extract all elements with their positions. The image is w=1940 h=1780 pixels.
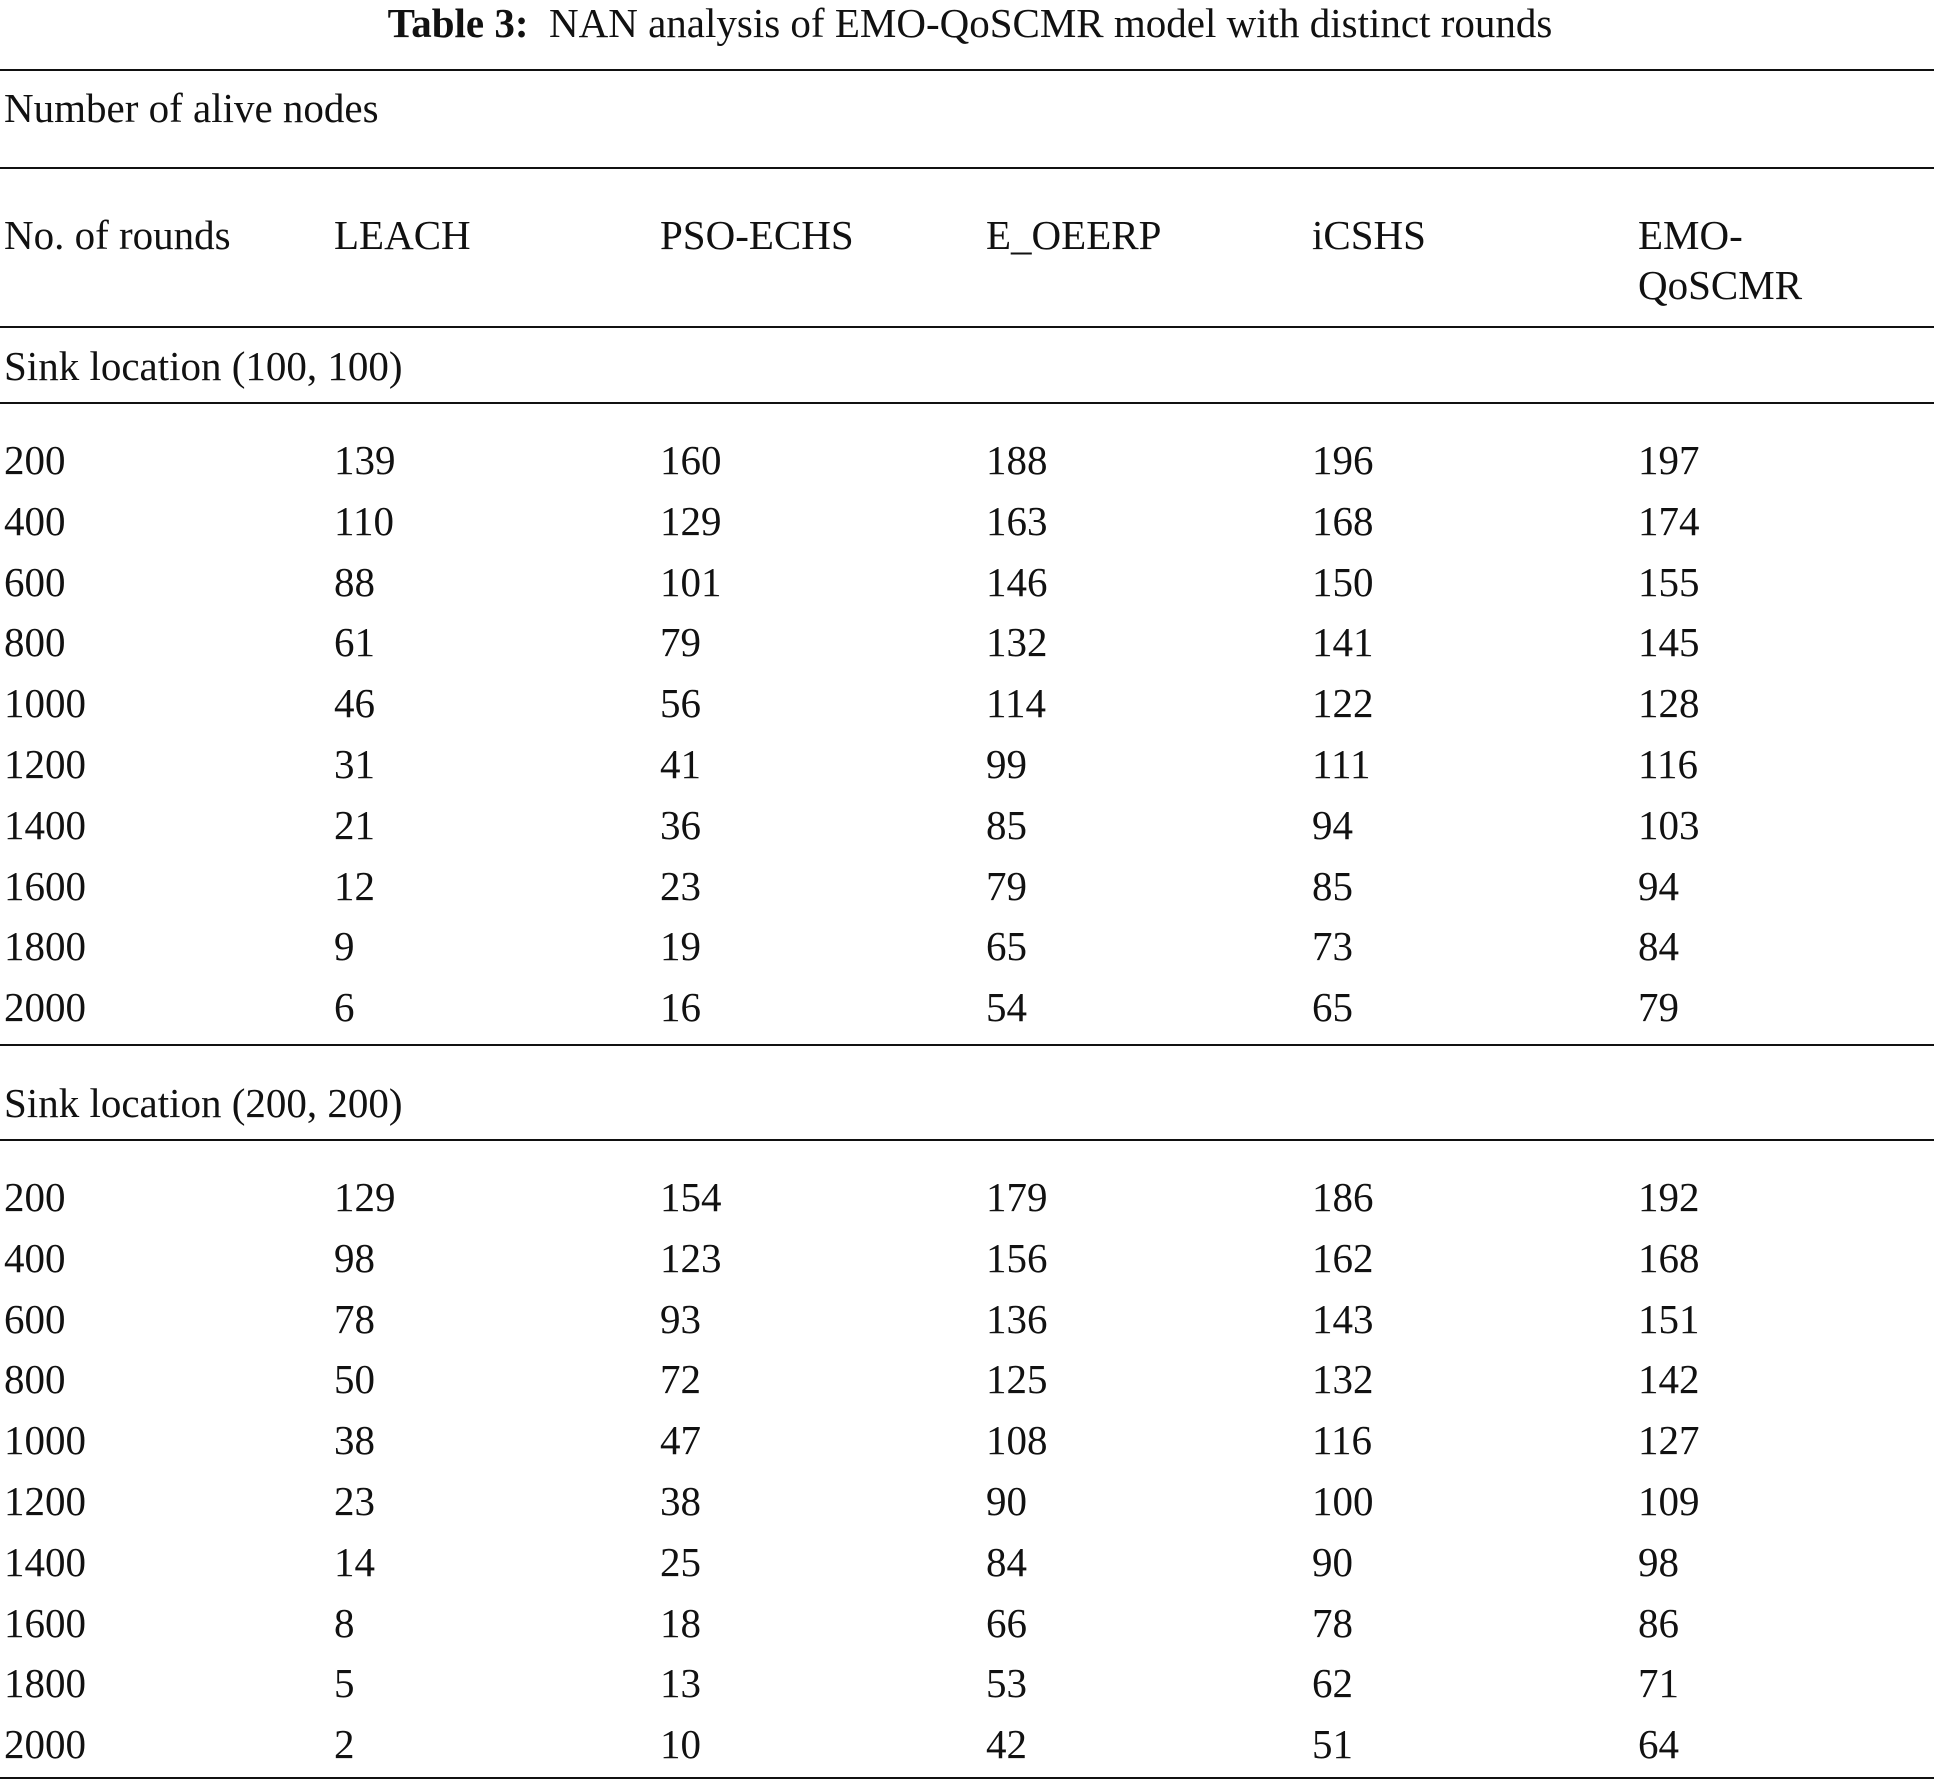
section-rule	[0, 402, 1934, 404]
column-header: PSO-ECHS	[660, 212, 854, 258]
table-cell: 141	[1312, 619, 1374, 666]
table-cell: 100	[1312, 1478, 1374, 1524]
table-cell: 64	[1638, 1721, 1679, 1768]
table-cell: 65	[986, 923, 1027, 970]
table-cell: 1400	[4, 801, 86, 848]
table-cell: 156	[986, 1234, 1048, 1281]
table-cell: 400	[4, 497, 66, 544]
table-cell: 125	[986, 1356, 1048, 1403]
table-cell: 122	[1312, 680, 1374, 727]
table-cell: 600	[4, 558, 66, 605]
table-cell: 16	[660, 984, 701, 1031]
table-cell: 192	[1638, 1174, 1700, 1220]
table-cell: 51	[1312, 1721, 1353, 1768]
table-cell: 42	[986, 1721, 1027, 1768]
table-cell: 31	[334, 741, 375, 787]
table-cell: 47	[660, 1417, 701, 1464]
table-cell: 72	[660, 1356, 701, 1403]
table-cell: 79	[660, 619, 701, 666]
table-cell: 800	[4, 619, 66, 666]
table-cell: 116	[1312, 1417, 1372, 1464]
table-cell: 84	[986, 1538, 1027, 1585]
table-cell: 21	[334, 801, 375, 848]
table-cell: 174	[1638, 497, 1700, 544]
table-cell: 56	[660, 680, 701, 727]
table-cell: 78	[1312, 1599, 1353, 1646]
table-cell: 139	[334, 437, 396, 483]
table-cell: 151	[1638, 1295, 1700, 1342]
table-cell: 99	[986, 741, 1027, 787]
table-cell: 23	[334, 1478, 375, 1524]
table-cell: 2	[334, 1721, 355, 1768]
table-cell: 6	[334, 984, 355, 1031]
table-cell: 1000	[4, 680, 86, 727]
section-divider-rule	[0, 1044, 1934, 1046]
table-cell: 79	[986, 862, 1027, 909]
table-cell: 88	[334, 558, 375, 605]
table-cell: 90	[986, 1478, 1027, 1524]
table-cell: 162	[1312, 1234, 1374, 1281]
table-cell: 61	[334, 619, 375, 666]
table-cell: 85	[1312, 862, 1353, 909]
table-cell: 400	[4, 1234, 66, 1281]
section-label: Sink location (200, 200)	[4, 1080, 403, 1126]
table-cell: 109	[1638, 1478, 1700, 1524]
table-cell: 62	[1312, 1660, 1353, 1707]
table-cell: 66	[986, 1599, 1027, 1646]
table-cell: 188	[986, 437, 1048, 483]
table-cell: 1200	[4, 1478, 86, 1524]
table-cell: 600	[4, 1295, 66, 1342]
table-cell: 84	[1638, 923, 1679, 970]
table-cell: 116	[1638, 741, 1698, 787]
column-header: iCSHS	[1312, 212, 1426, 258]
table-cell: 23	[660, 862, 701, 909]
table-cell: 1200	[4, 741, 86, 787]
table-cell: 14	[334, 1538, 375, 1585]
table-cell: 186	[1312, 1174, 1374, 1220]
table-cell: 110	[334, 497, 394, 544]
table-cell: 94	[1312, 801, 1353, 848]
caption-label: Table 3:	[387, 0, 529, 46]
bottom-rule	[0, 1777, 1934, 1779]
table-cell: 168	[1638, 1234, 1700, 1281]
table-cell: 111	[1312, 741, 1371, 787]
table-cell: 50	[334, 1356, 375, 1403]
table-cell: 142	[1638, 1356, 1700, 1403]
table-cell: 132	[1312, 1356, 1374, 1403]
table-cell: 98	[334, 1234, 375, 1281]
table-cell: 54	[986, 984, 1027, 1031]
table-cell: 2000	[4, 984, 86, 1031]
column-header: EMO- QoSCMR	[1638, 212, 1803, 308]
table-cell: 200	[4, 437, 66, 483]
table-cell: 86	[1638, 1599, 1679, 1646]
table-cell: 25	[660, 1538, 701, 1585]
table-cell: 145	[1638, 619, 1700, 666]
header-top-rule	[0, 167, 1934, 169]
table-cell: 196	[1312, 437, 1374, 483]
table-cell: 179	[986, 1174, 1048, 1220]
table-cell: 46	[334, 680, 375, 727]
table-cell: 36	[660, 801, 701, 848]
table-cell: 5	[334, 1660, 355, 1707]
table-cell: 160	[660, 437, 722, 483]
header-bottom-rule	[0, 326, 1934, 328]
table-cell: 18	[660, 1599, 701, 1646]
table-cell: 150	[1312, 558, 1374, 605]
table-cell: 13	[660, 1660, 701, 1707]
table-cell: 143	[1312, 1295, 1374, 1342]
table-cell: 90	[1312, 1538, 1353, 1585]
table-cell: 128	[1638, 680, 1700, 727]
table-cell: 129	[334, 1174, 396, 1220]
table-cell: 127	[1638, 1417, 1700, 1464]
table-cell: 8	[334, 1599, 355, 1646]
column-header: LEACH	[334, 212, 471, 258]
table-cell: 197	[1638, 437, 1700, 483]
table-cell: 85	[986, 801, 1027, 848]
table-cell: 78	[334, 1295, 375, 1342]
table-cell: 65	[1312, 984, 1353, 1031]
top-rule	[0, 69, 1934, 71]
section-rule	[0, 1139, 1934, 1141]
table-cell: 103	[1638, 801, 1700, 848]
table-cell: 94	[1638, 862, 1679, 909]
table-cell: 800	[4, 1356, 66, 1403]
table-cell: 101	[660, 558, 722, 605]
table-cell: 1800	[4, 923, 86, 970]
table-cell: 1000	[4, 1417, 86, 1464]
table-cell: 71	[1638, 1660, 1679, 1707]
table-cell: 1600	[4, 862, 86, 909]
table-cell: 129	[660, 497, 722, 544]
table-cell: 114	[986, 680, 1046, 727]
table-cell: 10	[660, 1721, 701, 1768]
super-header: Number of alive nodes	[4, 85, 379, 131]
table-cell: 1800	[4, 1660, 86, 1707]
table-cell: 38	[334, 1417, 375, 1464]
table-cell: 200	[4, 1174, 66, 1220]
table-cell: 154	[660, 1174, 722, 1220]
table-cell: 41	[660, 741, 701, 787]
table-cell: 2000	[4, 1721, 86, 1768]
table-cell: 98	[1638, 1538, 1679, 1585]
table-cell: 53	[986, 1660, 1027, 1707]
table-cell: 168	[1312, 497, 1374, 544]
table-cell: 9	[334, 923, 355, 970]
table-cell: 123	[660, 1234, 722, 1281]
table-cell: 93	[660, 1295, 701, 1342]
table-cell: 163	[986, 497, 1048, 544]
column-header: E_OEERP	[986, 212, 1162, 258]
table-cell: 136	[986, 1295, 1048, 1342]
table-cell: 19	[660, 923, 701, 970]
table-cell: 38	[660, 1478, 701, 1524]
table-cell: 1600	[4, 1599, 86, 1646]
table-cell: 79	[1638, 984, 1679, 1031]
table-cell: 12	[334, 862, 375, 909]
section-label: Sink location (100, 100)	[4, 343, 403, 389]
table-cell: 1400	[4, 1538, 86, 1585]
table-cell: 108	[986, 1417, 1048, 1464]
table-cell: 73	[1312, 923, 1353, 970]
table-cell: 155	[1638, 558, 1700, 605]
column-header: No. of rounds	[4, 212, 231, 258]
table-cell: 132	[986, 619, 1048, 666]
caption-text: NAN analysis of EMO-QoSCMR model with distinct rounds	[549, 0, 1553, 46]
table-cell: 146	[986, 558, 1048, 605]
table-caption	[0, 0, 1940, 46]
